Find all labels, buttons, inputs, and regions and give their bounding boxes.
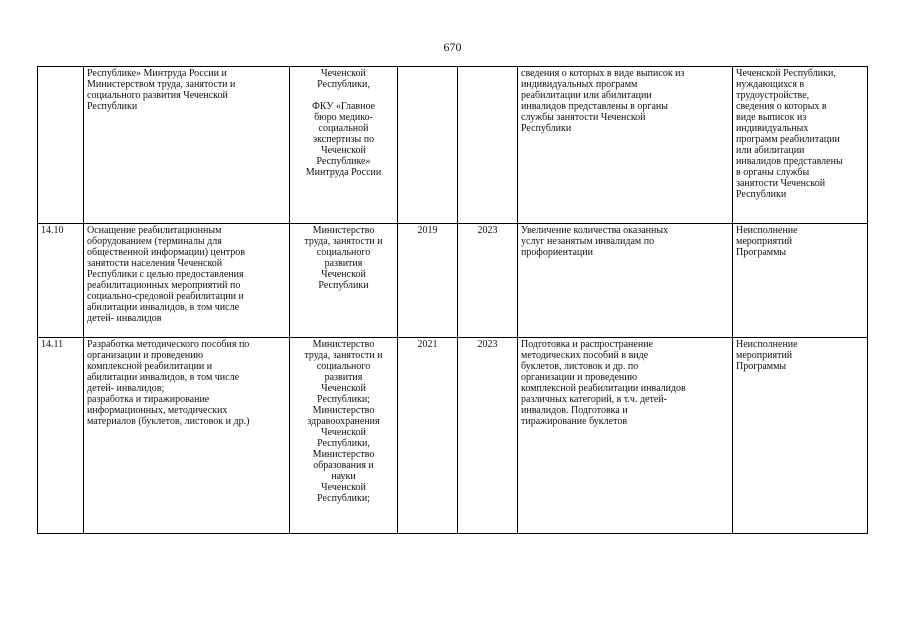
responsible-executors-line: здравоохранения: [307, 416, 380, 427]
row-number-cell: 14.10: [38, 224, 84, 338]
responsible-executors-line: Министерство: [312, 339, 375, 350]
expected-result-line: реабилитации или абилитации: [521, 90, 652, 101]
responsible-executors-line: бюро медико-: [314, 112, 373, 123]
activity-description-line: занятости населения Чеченской: [87, 258, 223, 269]
non-fulfillment-consequence-line: мероприятий: [736, 236, 793, 247]
non-fulfillment-consequence-line: Неисполнение: [736, 339, 798, 350]
expected-result-line: тиражирование буклетов: [521, 416, 628, 427]
responsible-executors-line: развития: [324, 372, 363, 383]
non-fulfillment-consequence-line: или абилитации: [736, 145, 805, 156]
responsible-executors-line: труда, занятости и: [304, 236, 383, 247]
responsible-executors-line: [293, 90, 394, 101]
activity-description-line: социально-средовой реабилитации и: [87, 291, 244, 302]
non-fulfillment-consequence-line: Программы: [736, 361, 787, 372]
activity-description-line: организации и проведению: [87, 350, 204, 361]
responsible-executors-line: Чеченской: [321, 68, 366, 79]
expected-result-line: Увеличение количества оказанных: [521, 225, 669, 236]
responsible-executors-line: Министерство: [312, 405, 375, 416]
activity-description-line: Республике» Минтруда России и: [87, 68, 227, 79]
non-fulfillment-consequence-line: трудоустройстве,: [736, 90, 810, 101]
responsible-executors-line: Республики,: [317, 79, 370, 90]
expected-result-line: различных категорий, в т.ч. детей-: [521, 394, 667, 405]
expected-result-cell: [518, 67, 733, 224]
table-row: [38, 67, 868, 224]
non-fulfillment-consequence-line: инвалидов представлены: [736, 156, 843, 167]
responsible-executors-line: Республики;: [317, 394, 370, 405]
responsible-executors-line: Республики,: [317, 438, 370, 449]
non-fulfillment-consequence-line: мероприятий: [736, 350, 793, 361]
expected-result-line: комплексной реабилитации инвалидов: [521, 383, 686, 394]
activity-description-line: Оснащение реабилитационным: [87, 225, 222, 236]
non-fulfillment-consequence-cell: [733, 67, 868, 224]
expected-result-line: методических пособий в виде: [521, 350, 649, 361]
activity-description-line: комплексной реабилитации и: [87, 361, 213, 372]
non-fulfillment-consequence-line: индивидуальных: [736, 123, 809, 134]
expected-result-line: инвалидов. Подготовка и: [521, 405, 628, 416]
responsible-executors-line: Минтруда России: [305, 167, 382, 178]
expected-result-cell: [518, 224, 733, 338]
responsible-executors-line: Чеченской: [321, 145, 366, 156]
end-year-cell: [458, 67, 518, 224]
table-row: [38, 224, 868, 338]
responsible-executors-line: труда, занятости и: [304, 350, 383, 361]
non-fulfillment-consequence-line: Программы: [736, 247, 787, 258]
expected-result-line: организации и проведению: [521, 372, 638, 383]
responsible-executors-line: Министерство: [312, 449, 375, 460]
row-number-cell: 14.11: [38, 338, 84, 534]
non-fulfillment-consequence-line: программ реабилитации: [736, 134, 840, 145]
activity-description-line: Республики с целью предоставления: [87, 269, 244, 280]
non-fulfillment-consequence-cell: [733, 338, 868, 534]
responsible-executors-line: социального: [316, 247, 371, 258]
responsible-executors-line: экспертизы по: [312, 134, 375, 145]
non-fulfillment-consequence-line: сведения о которых в: [736, 101, 827, 112]
responsible-executors-cell: [290, 224, 398, 338]
non-fulfillment-consequence-line: Чеченской Республики,: [736, 68, 836, 79]
non-fulfillment-consequence-line: виде выписок из: [736, 112, 807, 123]
activity-description-line: реабилитационных мероприятий по: [87, 280, 241, 291]
activity-description-cell: [84, 67, 290, 224]
table-row: [38, 338, 868, 534]
activity-description-line: абилитации инвалидов, в том числе: [87, 372, 240, 383]
expected-result-line: сведения о которых в виде выписок из: [521, 68, 685, 79]
non-fulfillment-consequence-line: в органы службы: [736, 167, 810, 178]
responsible-executors-line: развития: [324, 258, 363, 269]
responsible-executors-line: Республике»: [316, 156, 371, 167]
responsible-executors-line: образования и: [313, 460, 374, 471]
responsible-executors-line: Республики;: [317, 493, 370, 504]
activity-description-line: Разработка методического пособия по: [87, 339, 250, 350]
activity-description-line: детей- инвалидов: [87, 313, 162, 324]
activity-description-line: Республики: [87, 101, 138, 112]
activity-description-line: оборудованием (терминалы для: [87, 236, 222, 247]
non-fulfillment-consequence-cell: [733, 224, 868, 338]
responsible-executors-cell: [290, 67, 398, 224]
non-fulfillment-consequence-line: занятости Чеченской: [736, 178, 826, 189]
expected-result-line: Подготовка и распространение: [521, 339, 653, 350]
end-year-cell: 2023: [458, 338, 518, 534]
activity-description-line: социального развития Чеченской: [87, 90, 228, 101]
expected-result-line: индивидуальных программ: [521, 79, 638, 90]
non-fulfillment-consequence-line: Республики: [736, 189, 787, 200]
responsible-executors-line: Чеченской: [321, 383, 366, 394]
responsible-executors-line: науки: [331, 471, 356, 482]
activity-description-line: Министерством труда, занятости и: [87, 79, 236, 90]
activity-description-line: общественной информации) центров: [87, 247, 245, 258]
activity-description-line: детей- инвалидов;: [87, 383, 165, 394]
responsible-executors-line: Чеченской: [321, 482, 366, 493]
expected-result-line: услуг незанятым инвалидам по: [521, 236, 655, 247]
expected-result-line: инвалидов представлены в органы: [521, 101, 669, 112]
responsible-executors-cell: [290, 338, 398, 534]
expected-result-line: службы занятости Чеченской: [521, 112, 646, 123]
expected-result-line: буклетов, листовок и др. по: [521, 361, 639, 372]
non-fulfillment-consequence-line: Неисполнение: [736, 225, 798, 236]
end-year-cell: 2023: [458, 224, 518, 338]
activity-description-cell: [84, 224, 290, 338]
activity-description-line: абилитации инвалидов, в том числе: [87, 302, 240, 313]
responsible-executors-line: Республики: [318, 280, 369, 291]
non-fulfillment-consequence-line: нуждающихся в: [736, 79, 805, 90]
activity-description-line: информационных, методических: [87, 405, 228, 416]
responsible-executors-line: Министерство: [312, 225, 375, 236]
responsible-executors-line: социального: [316, 361, 371, 372]
expected-result-line: профориентации: [521, 247, 593, 258]
activity-description-line: разработка и тиражирование: [87, 394, 210, 405]
responsible-executors-line: Чеченской: [321, 427, 366, 438]
page-number: 670: [443, 40, 462, 54]
expected-result-cell: [518, 338, 733, 534]
responsible-executors-line: социальной: [318, 123, 369, 134]
start-year-cell: 2019: [398, 224, 458, 338]
responsible-executors-line: ФКУ «Главное: [311, 101, 376, 112]
program-activities-table: [37, 66, 868, 534]
responsible-executors-line: Чеченской: [321, 269, 366, 280]
activity-description-cell: [84, 338, 290, 534]
activity-description-line: материалов (буклетов, листовок и др.): [87, 416, 250, 427]
row-number-cell: [38, 67, 84, 224]
start-year-cell: 2021: [398, 338, 458, 534]
expected-result-line: Республики: [521, 123, 572, 134]
start-year-cell: [398, 67, 458, 224]
